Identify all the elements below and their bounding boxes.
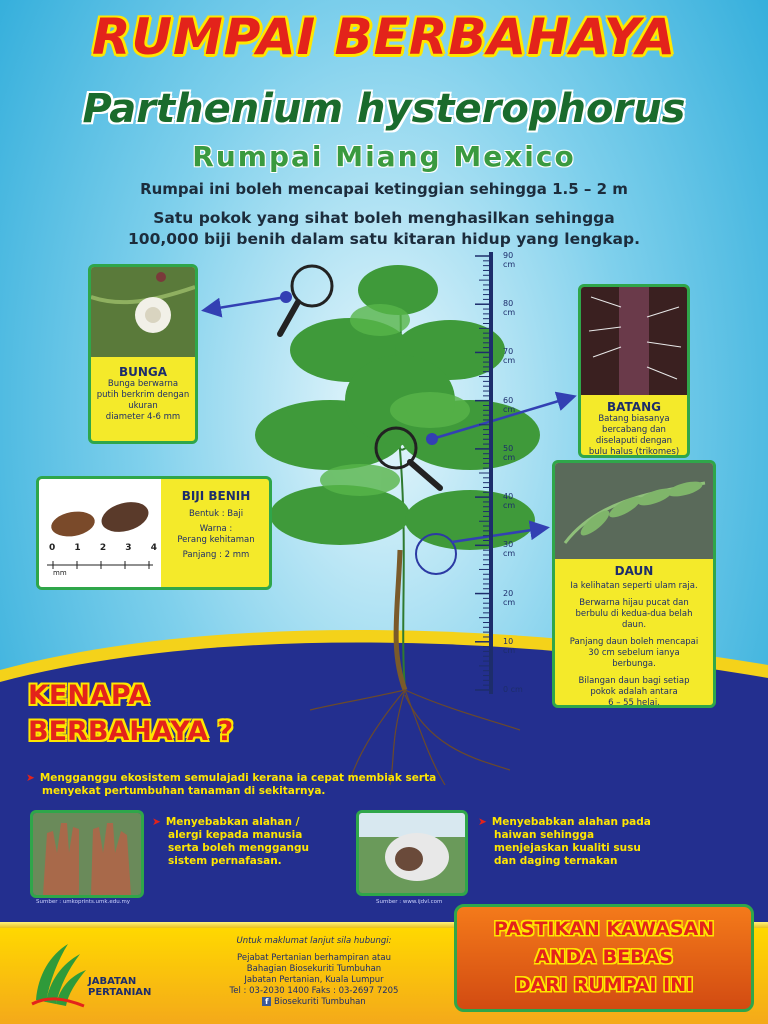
biji-text-block — [163, 479, 269, 561]
biji-length: Panjang : 2 mm — [182, 550, 250, 560]
seed-note-line-1: Satu pokok yang sihat boleh menghasilkan sehingga — [153, 209, 615, 227]
daun-text: Ia kelihatan seperti ulam raja. Berwarna hijau pucat dan berbulu di kedua-dua belah daun. Panjang daun boleh mencapai 30 cm sebelum ianya berbunga. Bilangan daun bagi setiap pokok adalah antara 6 – 55 helai. — [569, 581, 699, 708]
biji-shape: Bentuk : Baji — [188, 509, 244, 519]
bullet-ecosystem: ➤ Mengganggu ekosistem semulajadi kerana ia cepat membiak serta menyekat pertumbuhan tanaman di sekitarnya. — [26, 772, 437, 797]
stem-photo — [581, 287, 687, 395]
daun-card — [552, 460, 716, 708]
ruler-ticks — [463, 252, 503, 694]
biji-title: BIJI BENIH — [181, 489, 251, 503]
hand-allergy-photo — [30, 810, 144, 898]
biji-color-value: Perang kehitaman — [177, 535, 255, 545]
batang-text: Batang biasanya bercabang dan diselaputi dengan bulu halus (trikomes) — [588, 414, 680, 457]
source-2: Sumber : www.ijdvl.com — [376, 899, 443, 905]
height-note: Rumpai ini boleh mencapai ketinggian sehingga 1.5 – 2 m — [140, 180, 628, 198]
call-to-action-box — [454, 904, 754, 1012]
common-name: Rumpai Miang Mexico — [192, 140, 576, 173]
leaf-photo — [555, 463, 713, 559]
flower-photo — [91, 267, 195, 357]
contact-label: Untuk maklumat lanjut sila hubungi: — [236, 936, 392, 946]
address-line-2: Bahagian Biosekuriti Tumbuhan — [246, 964, 382, 974]
seed-scale-numbers: 0 1 2 3 4 — [49, 543, 157, 553]
phone-fax: Tel : 03-2030 1400 Faks : 03-2697 7205 — [229, 986, 399, 996]
bullet-animal-allergy: ➤ Menyebabkan alahan pada haiwan sehingga menjejaskan kualiti susu dan daging ternakan — [478, 816, 651, 867]
social-link[interactable]: f Biosekuriti Tumbuhan — [214, 997, 414, 1008]
org-name: JABATAN PERTANIAN — [88, 976, 152, 998]
scientific-name: Parthenium hysterophorus — [82, 86, 686, 132]
biji-benih-card — [36, 476, 272, 590]
animal-allergy-photo — [356, 810, 468, 896]
biji-color-label: Warna : — [199, 524, 233, 534]
ruler-label: 30 cm — [503, 540, 516, 559]
jabatan-pertanian-logo-icon — [28, 940, 88, 1010]
cta-text: PASTIKAN KAWASAN ANDA BEBAS DARI RUMPAI INI — [493, 918, 715, 996]
contact-info — [214, 936, 414, 1008]
kenapa-heading: KENAPA BERBAHAYA ? — [28, 680, 234, 747]
ruler-label: 90 cm — [503, 251, 516, 269]
address-line-1: Pejabat Pertanian berhampiran atau — [237, 953, 391, 963]
height-ruler — [463, 252, 523, 694]
bullet-human-allergy: ➤ Menyebabkan alahan / alergi kepada manusia serta boleh menggangu sistem pernafasan. — [152, 816, 310, 867]
bunga-title: BUNGA — [118, 365, 168, 379]
source-1: Sumber : umkoprints.umk.edu.my — [36, 899, 131, 905]
ruler-label: 50 cm — [503, 443, 516, 462]
seed-photo — [39, 479, 161, 587]
daun-title: DAUN — [614, 564, 654, 578]
ruler-label: 10 cm — [503, 636, 516, 655]
seed-scale-unit: mm — [53, 569, 67, 577]
ruler-label: 70 cm — [503, 347, 516, 366]
batang-title: BATANG — [607, 400, 661, 414]
bunga-card — [88, 264, 198, 444]
ruler-label: 60 cm — [503, 395, 516, 414]
address-line-3: Jabatan Pertanian, Kuala Lumpur — [244, 975, 384, 985]
poster-title: RUMPAI BERBAHAYA — [91, 8, 677, 66]
seed-note-line-2: 100,000 biji benih dalam satu kitaran hidup yang lengkap. — [128, 230, 640, 248]
batang-card — [578, 284, 690, 458]
bunga-text: Bunga berwarna putih berkrim dengan ukuran diameter 4-6 mm — [96, 379, 190, 422]
ruler-label: 0 cm — [503, 685, 523, 694]
ruler-label: 80 cm — [503, 299, 516, 318]
facebook-icon: f — [262, 997, 271, 1006]
ruler-label: 20 cm — [503, 588, 516, 607]
ruler-label: 40 cm — [503, 492, 516, 511]
